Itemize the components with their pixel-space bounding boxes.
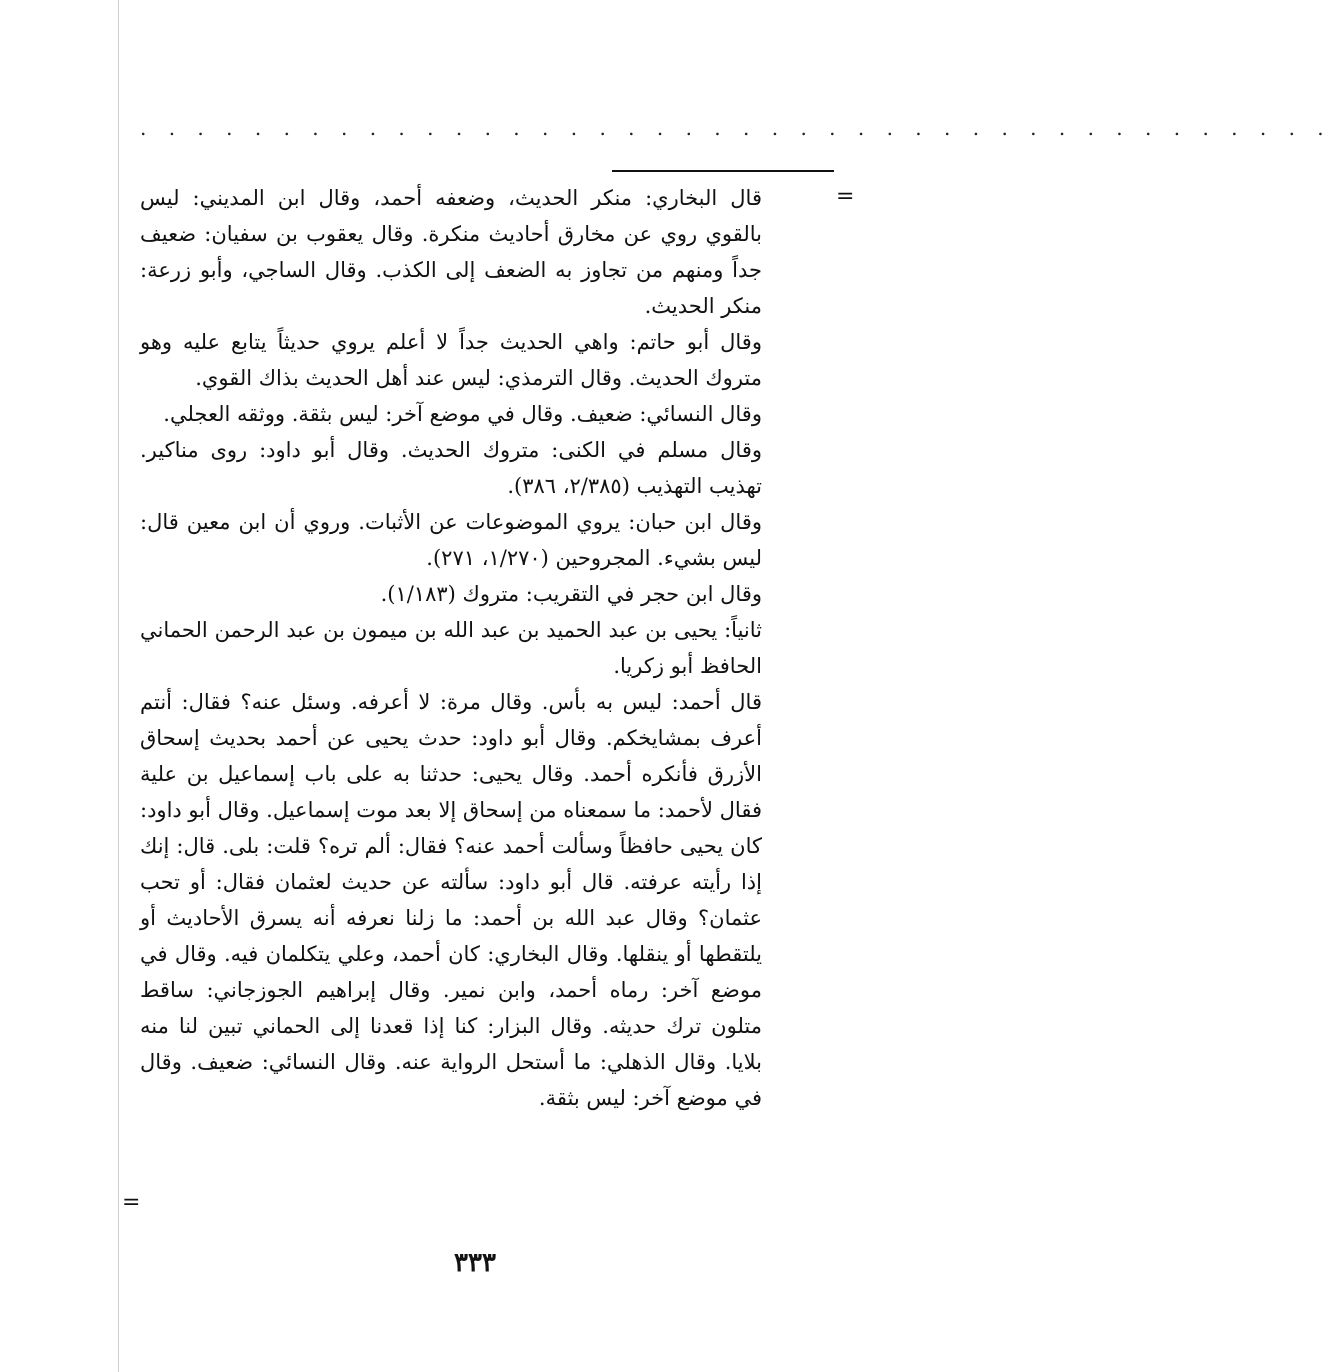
footnote-body xyxy=(140,180,762,1116)
paragraph: قال البخاري: منكر الحديث، وضعفه أحمد، وقال ابن المديني: ليس بالقوي روي عن مخارق أحاديث منكرة. وقال يعقوب بن سفيان: ضعيف جداً ومنهم من تجاوز به الضعف إلى الكذب. وقال الساجي، وأبو زرعة: منكر الحديث. xyxy=(140,186,762,318)
paragraph: وقال أبو حاتم: واهي الحديث جداً لا أعلم يروي حديثاً يتابع عليه وهو متروك الحديث. وقال الترمذي: ليس عند أهل الحديث بذاك القوي. xyxy=(140,330,762,390)
paragraph: وقال مسلم في الكنى: متروك الحديث. وقال أبو داود: روى مناكير. تهذيب التهذيب (٢/٣٨٥، ٣٨٦). xyxy=(140,438,762,498)
paragraph: وقال النسائي: ضعيف. وقال في موضع آخر: ليس بثقة. ووثقه العجلي. xyxy=(163,402,762,426)
paragraph: وقال ابن حبان: يروي الموضوعات عن الأثبات. وروي أن ابن معين قال: ليس بشيء. المجروحين (١/٢٧٠، ٢٧١). xyxy=(140,510,762,570)
paragraph: قال أحمد: ليس به بأس. وقال مرة: لا أعرفه. وسئل عنه؟ فقال: أنتم أعرف بمشايخكم. وقال أبو داود: حدث يحيى عن أحمد بحديث إسحاق الأزرق فأنكره أحمد. وقال يحيى: حدثنا به على باب إسماعيل بن علية فقال لأحمد: ما سمعناه من إسحاق إلا بعد موت إسماعيل. وقال أبو داود: كان يحيى حافظاً وسألت أحمد عنه؟ فقال: ألم تره؟ قلت: بلى. قال: إنك إذا رأيته عرفته. قال أبو داود: سألته عن حديث لعثمان فقال: أو تحب عثمان؟ وقال عبد الله بن أحمد: ما زلنا نعرفه أنه يسرق الأحاديث أو يلتقطها أو ينقلها. وقال البخاري: كان أحمد، وعلي يتكلمان فيه. وقال في موضع آخر: رماه أحمد، وابن نمير. وقال إبراهيم الجوزجاني: ساقط متلون ترك حديثه. وقال البزار: كنا إذا قعدنا إلى الحماني تبين لنا منه بلايا. وقال الذهلي: ما أستحل الرواية عنه. وقال النسائي: ضعيف. وقال في موضع آخر: ليس بثقة. xyxy=(140,690,762,1110)
dotted-header-rule: . . . . . . . . . . . . . . . . . . . . . . . . . . . . . . . . . . . . . . . . . . xyxy=(140,116,1332,140)
continuation-mark-bottom: = xyxy=(122,1190,141,1215)
paragraph: وقال ابن حجر في التقريب: متروك (١/١٨٣). xyxy=(380,582,762,606)
continuation-mark-top: = xyxy=(836,184,855,209)
binding-margin-line xyxy=(118,0,119,1372)
footnote-separator-rule xyxy=(612,170,834,172)
page-number: ٣٣٣ xyxy=(454,1248,496,1278)
paragraph: ثانياً: يحيى بن عبد الحميد بن عبد الله بن ميمون بن عبد الرحمن الحماني الحافظ أبو زكريا. xyxy=(140,618,762,678)
